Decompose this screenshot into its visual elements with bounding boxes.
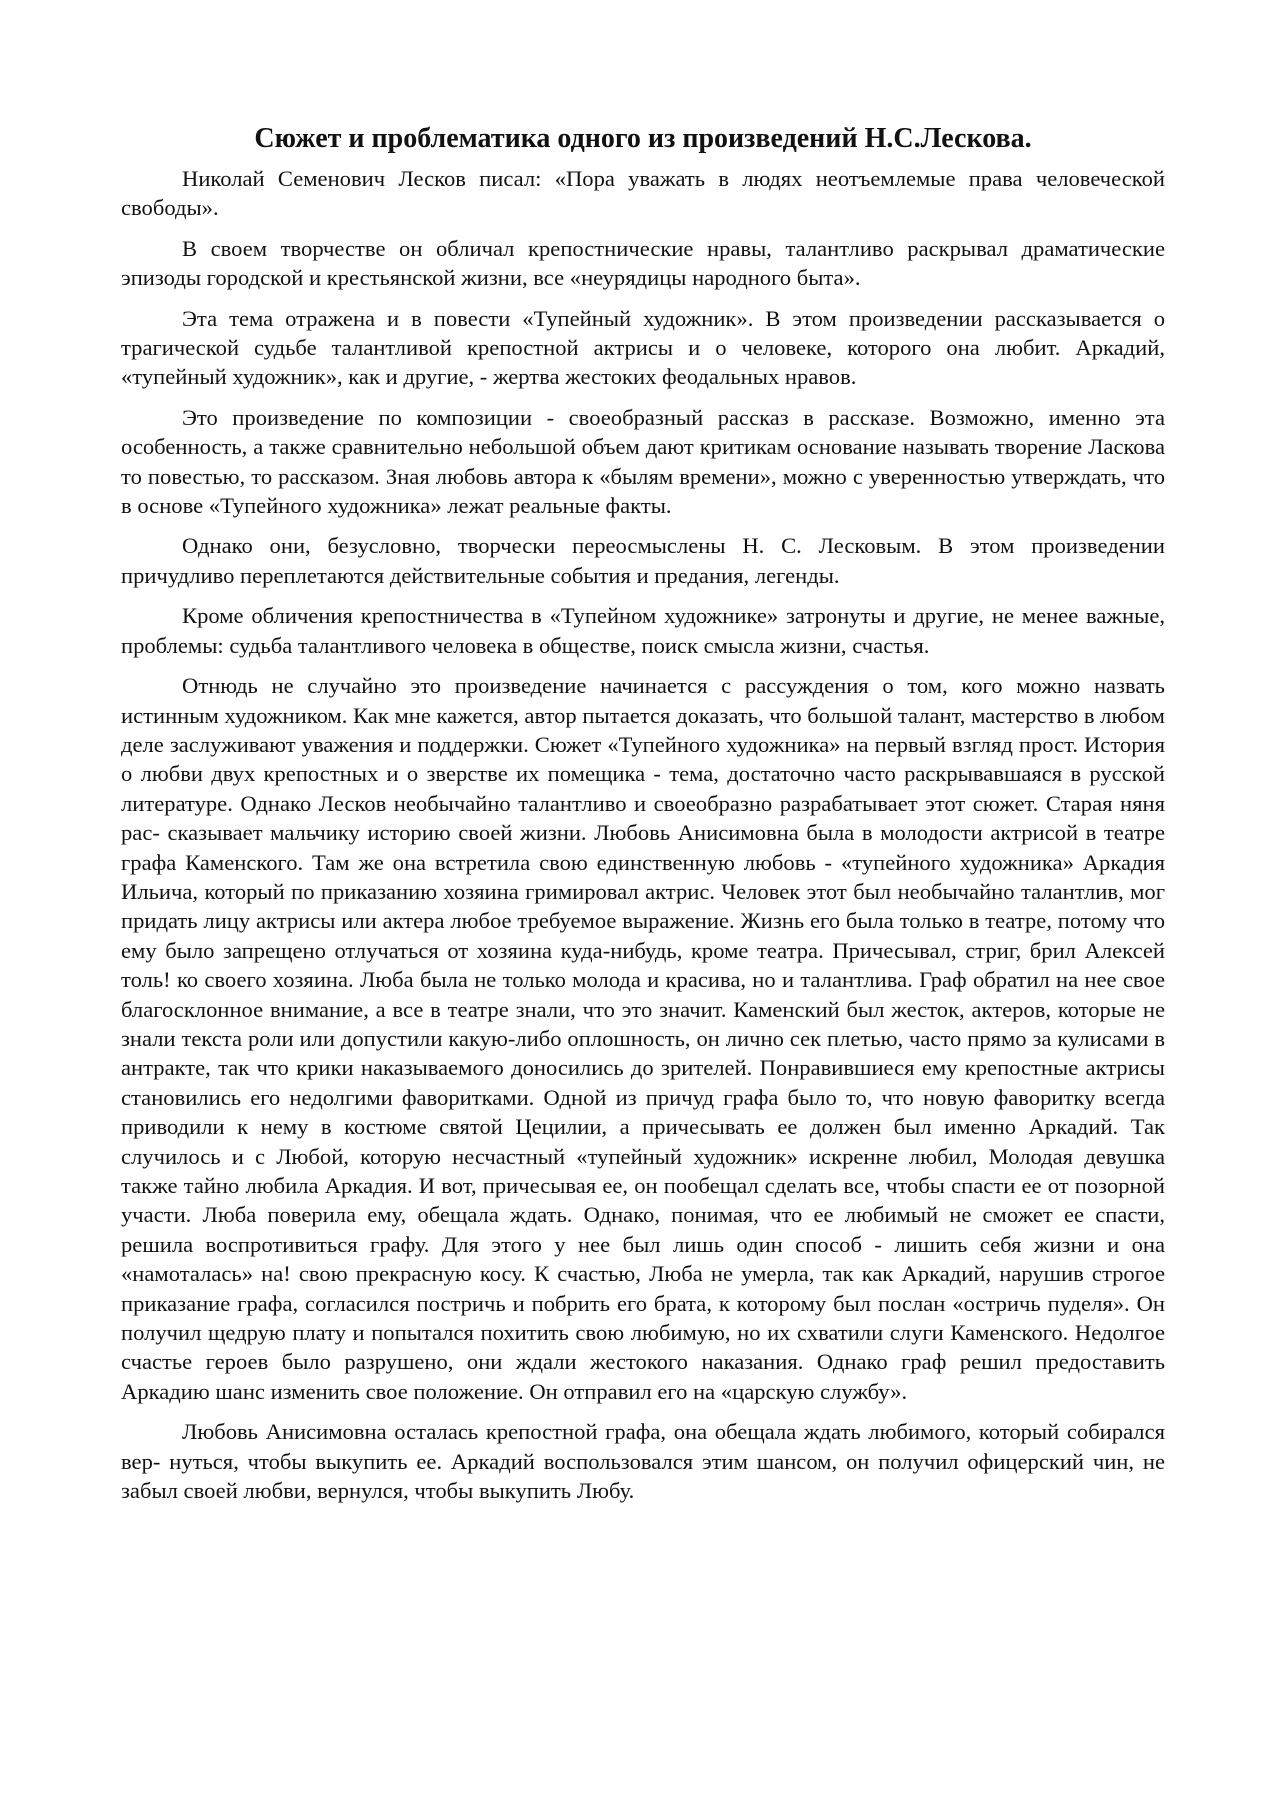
paragraph-6: Кроме обличения крепостничества в «Тупейном художнике» затронуты и другие, не менее важные, проблемы: судьба талантливого человека в обществе, поиск смысла жизни, счастья. <box>121 603 1165 658</box>
document-body <box>121 122 1165 1516</box>
paragraph-7: Отнюдь не случайно это произведение начинается с рассуждения о том, кого можно назвать истинным художником. Как мне кажется, автор пытается доказать, что большой талант, мастерство в любом деле заслуживают уважения и поддержки. Сюжет «Тупейного художника» на первый взгляд прост. История о любви двух крепостных и о зверстве их помещика - тема, достаточно часто раскрывавшаяся в русской литературе. Однако Лесков необычайно талантливо и своеобразно разрабатывает этот сюжет. Старая няня рас- сказывает мальчику историю своей жизни. Любовь Анисимовна была в молодости актрисой в театре графа Каменского. Там же она встретила свою единственную любовь - «тупейного художника» Аркадия Ильича, который по приказанию хозяина гримировал актрис. Человек этот был необычайно талантлив, мог придать лицу актрисы или актера любое требуемое выражение. Жизнь его была только в театре, потому что ему было запрещено отлучаться от хозяина куда-нибудь, кроме театра. Причесывал, стриг, брил Алексей толь! ко своего хозяина. Люба была не только молода и красива, но и талантлива. Граф обратил на нее свое благосклонное внимание, а все в театре знали, что это значит. Каменский был жесток, актеров, которые не знали текста роли или допустили какую-либо оплошность, он лично сек плетью, часто прямо за кулисами в антракте, так что крики наказываемого доносились до зрителей. Понравившиеся ему крепостные актрисы становились его недолгими фаворитками. Одной из причуд графа было то, что новую фаворитку всегда приводили к нему в костюме святой Цецилии, а причесывать ее должен был именно Аркадий. Так случилось и с Любой, которую несчастный «тупейный художник» искренне любил, Молодая девушка также тайно любила Аркадия. И вот, причесывая ее, он пообещал сделать все, чтобы спасти ее от позорной участи. Люба поверила ему, обещала ждать. Однако, понимая, что ее любимый не сможет ее спасти, решила воспротивиться графу. Для этого у нее был лишь один способ - лишить себя жизни и она «намоталась» на! свою прекрасную косу. К счастью, Люба не умерла, так как Аркадий, нарушив строгое приказание графа, согласился постричь и побрить его брата, к которому был послан «остричь пуделя». Он получил щедрую плату и попытался похитить свою любимую, но их схватили слуги Каменского. Недолгое счастье героев было разрушено, они ждали жестокого наказания. Однако граф решил предоставить Аркадию шанс изменить свое положение. Он отправил его на «царскую службу». <box>121 673 1165 1404</box>
document-title: Сюжет и проблематика одного из произведений Н.С.Лескова. <box>254 123 1032 154</box>
paragraph-8: Любовь Анисимовна осталась крепостной графа, она обещала ждать любимого, который собирался вер- нуться, чтобы выкупить ее. Аркадий воспользовался этим шансом, он получил офицерский чин, не забыл своей любви, вернулся, чтобы выкупить Любу. <box>121 1419 1165 1504</box>
paragraph-1: Николай Семенович Лесков писал: «Пора уважать в людях неотъемлемые права человеческой свободы». <box>121 166 1165 221</box>
paragraph-4: Это произведение по композиции - своеобразный рассказ в рассказе. Возможно, именно эта особенность, а также сравнительно небольшой объем дают критикам основание называть творение Ласкова то повестью, то рассказом. Зная любовь автора к «былям времени», можно с уверенностью утверждать, что в основе «Тупейного художника» лежат реальные факты. <box>121 404 1165 519</box>
paragraph-2: В своем творчестве он обличал крепостнические нравы, талантливо раскрывал драматические эпизоды городской и крестьянской жизни, все «неурядицы народного быта». <box>121 235 1165 291</box>
paragraph-3: Эта тема отражена и в повести «Тупейный художник». В этом произведении рассказывается о трагической судьбе талантливой крепостной актрисы и о человеке, которого она любит. Аркадий, «тупейный художник», как и другие, - жертва жестоких феодальных нравов. <box>121 305 1165 390</box>
paragraph-5: Однако они, безусловно, творчески переосмыслены Н. С. Лесковым. В этом произведении причудливо переплетаются действительные события и предания, легенды. <box>121 533 1165 588</box>
